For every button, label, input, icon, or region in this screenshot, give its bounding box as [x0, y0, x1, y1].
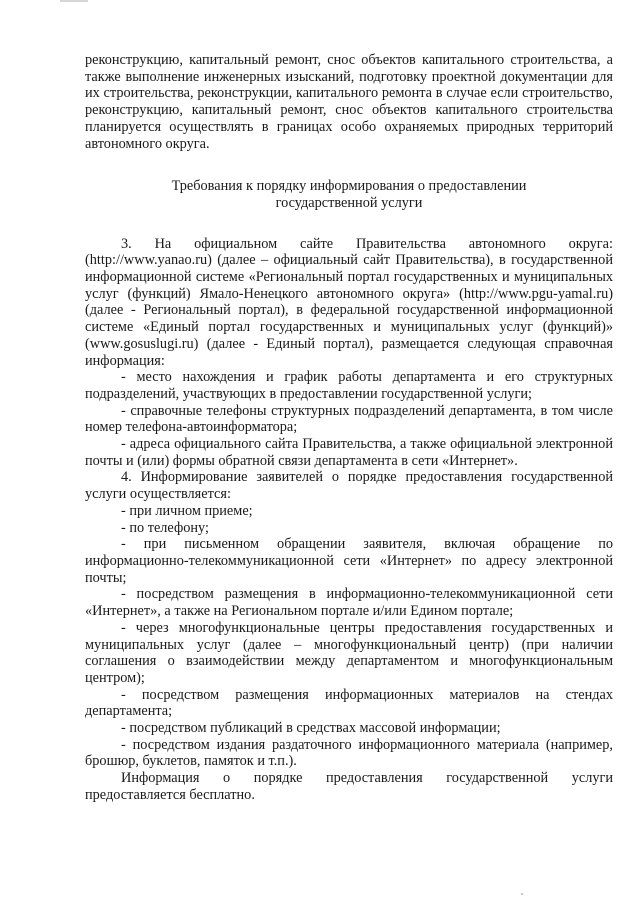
item-4-bullet: - посредством размещения в информационно-телекоммуникационной сети «Интернет», а также на Региональном портале и/или Едином портале;	[85, 586, 613, 620]
scan-artifact	[521, 893, 523, 895]
section-heading-line-2: государственной услуги	[275, 194, 423, 211]
item-3-paragraph: 3. На официальном сайте Правительства автономного округа: (http://www.yanao.ru) (далее – официальный сайт Правительства), в государственной информационной системе «Региональный портал государственных и муниципальных услуг (функций) Ямало-Ненецкого автономного округа» (http://www.pgu-yamal.ru) (далее - Региональный портал), в федеральной государственной информационной системе «Единый портал государственных и муниципальных услуг (функций)» (www.gosuslugi.ru) (далее - Единый портал), размещается следующая справочная информация:	[85, 235, 613, 369]
item-4-bullet: - посредством публикаций в средствах массовой информации;	[121, 720, 501, 737]
section-heading-line-1: Требования к порядку информирования о предоставлении	[171, 178, 527, 195]
item-4-bullet: - посредством размещения информационных материалов на стендах департамента;	[85, 686, 613, 720]
item-4-bullet: - при личном приеме;	[121, 502, 253, 519]
item-3-bullet: - место нахождения и график работы департамента и его структурных подразделений, участвующих в предоставлении государственной услуги;	[85, 369, 613, 402]
item-3-bullet: - справочные телефоны структурных подразделений департамента, в том числе номер телефона-автоинформатора;	[85, 402, 613, 436]
item-4-bullet: - через многофункциональные центры предоставления государственных и муниципальных услуг (далее – многофункциональный центр) (при наличии соглашения о взаимодействии между департаментом и многофункциональным центром);	[85, 619, 613, 686]
intro-paragraph: реконструкцию, капитальный ремонт, снос объектов капитального строительства, а также выполнение инженерных изысканий, подготовку проектной документации для их строительства, реконструкции, капитального ремонта в случае если строительство, реконструкцию, капитальный ремонт, снос объектов капитального строительства планируется осуществлять в границах особо охраняемых природных территорий автономного округа.	[85, 52, 613, 152]
scan-artifact	[60, 0, 88, 2]
section-heading	[85, 178, 613, 211]
item-4-bullet: - по телефону;	[121, 519, 209, 536]
item-3-bullet: - адреса официального сайта Правительства, а также официальной электронной почты и (или) формы обратной связи департамента в сети «Интернет».	[85, 436, 613, 469]
item-4-bullet: - при письменном обращении заявителя, включая обращение по информационно-телекоммуникационной сети «Интернет» по адресу электронной почты;	[85, 536, 613, 586]
item-4-paragraph: 4. Информирование заявителей о порядке предоставления государственной услуги осуществляется:	[85, 469, 613, 503]
document-body	[85, 52, 613, 804]
item-4-bullet: - посредством издания раздаточного информационного материала (например, брошюр, буклетов, памяток и т.п.).	[85, 736, 613, 770]
closing-paragraph: Информация о порядке предоставления государственной услуги предоставляется бесплатно.	[85, 770, 613, 803]
